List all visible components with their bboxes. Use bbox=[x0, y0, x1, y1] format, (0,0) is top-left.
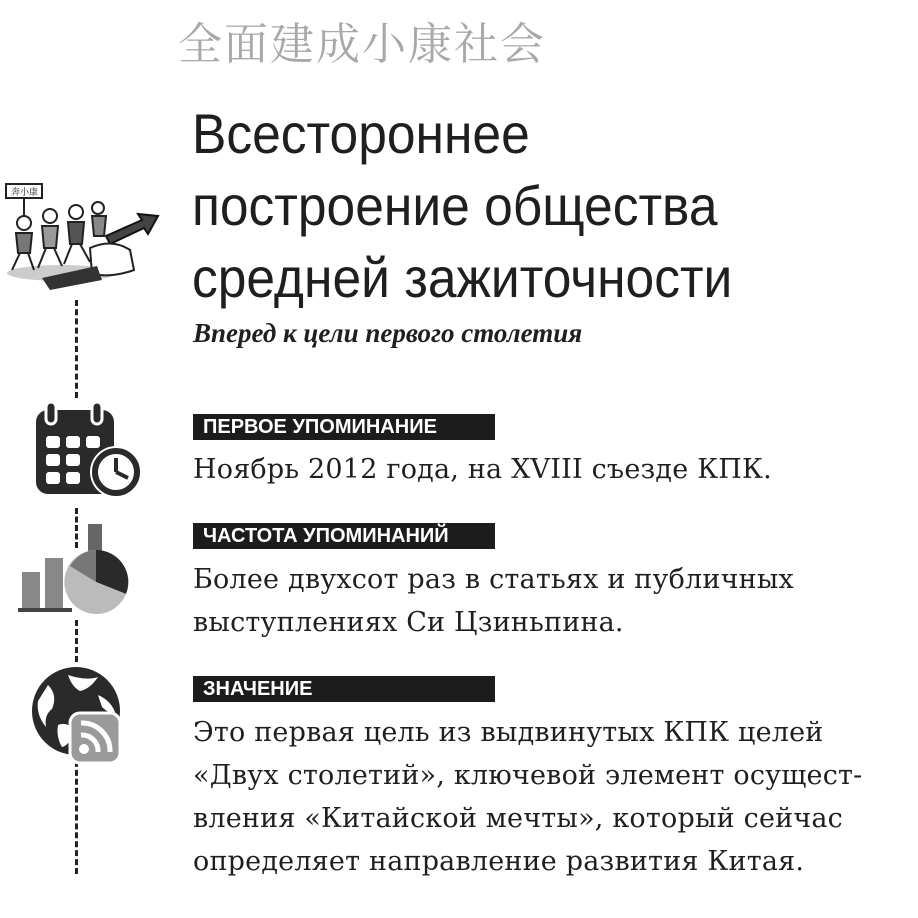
page-title bbox=[192, 98, 836, 314]
section-label: ПЕРВОЕ УПОМИНАНИЕ bbox=[193, 414, 495, 440]
body-line: Это первая цель из выдвинутых КПК целей bbox=[193, 717, 824, 748]
title-line: построение общества bbox=[192, 174, 718, 237]
people-running-toward-arrow-icon bbox=[2, 178, 162, 293]
subtitle: Вперед к цели первого столетия bbox=[193, 318, 583, 348]
body-line: вления «Китайской мечты», который сейчас bbox=[193, 803, 843, 834]
section-label: ЧАСТОТА УПОМИНАНИЙ bbox=[193, 523, 495, 549]
title-line: Всестороннее bbox=[192, 102, 530, 165]
timeline-divider bbox=[75, 300, 78, 398]
section-label: ЗНАЧЕНИЕ bbox=[193, 676, 495, 702]
body-line: Более двухсот раз в статьях и публичных bbox=[193, 564, 794, 595]
body-line: «Двух столетий», ключевой элемент осущест- bbox=[193, 760, 863, 791]
bar-pie-chart-icon bbox=[18, 522, 133, 622]
section-body bbox=[193, 558, 908, 644]
body-line: Ноябрь 2012 года, на XVIII съезде КПК. bbox=[193, 454, 772, 485]
body-line: выступлениях Си Цзиньпина. bbox=[193, 607, 624, 638]
chinese-title: 全面建成小康社会 bbox=[178, 19, 546, 70]
timeline-divider bbox=[75, 752, 78, 874]
globe-rss-icon bbox=[28, 665, 128, 765]
sign-text: 奔小康 bbox=[11, 188, 39, 198]
body-line: определяет направление развития Китая. bbox=[193, 846, 805, 877]
section-body bbox=[193, 448, 908, 491]
title-line: средней зажиточности bbox=[192, 246, 733, 309]
calendar-clock-icon bbox=[30, 400, 145, 500]
section-body bbox=[193, 711, 908, 883]
timeline-divider bbox=[75, 620, 78, 662]
